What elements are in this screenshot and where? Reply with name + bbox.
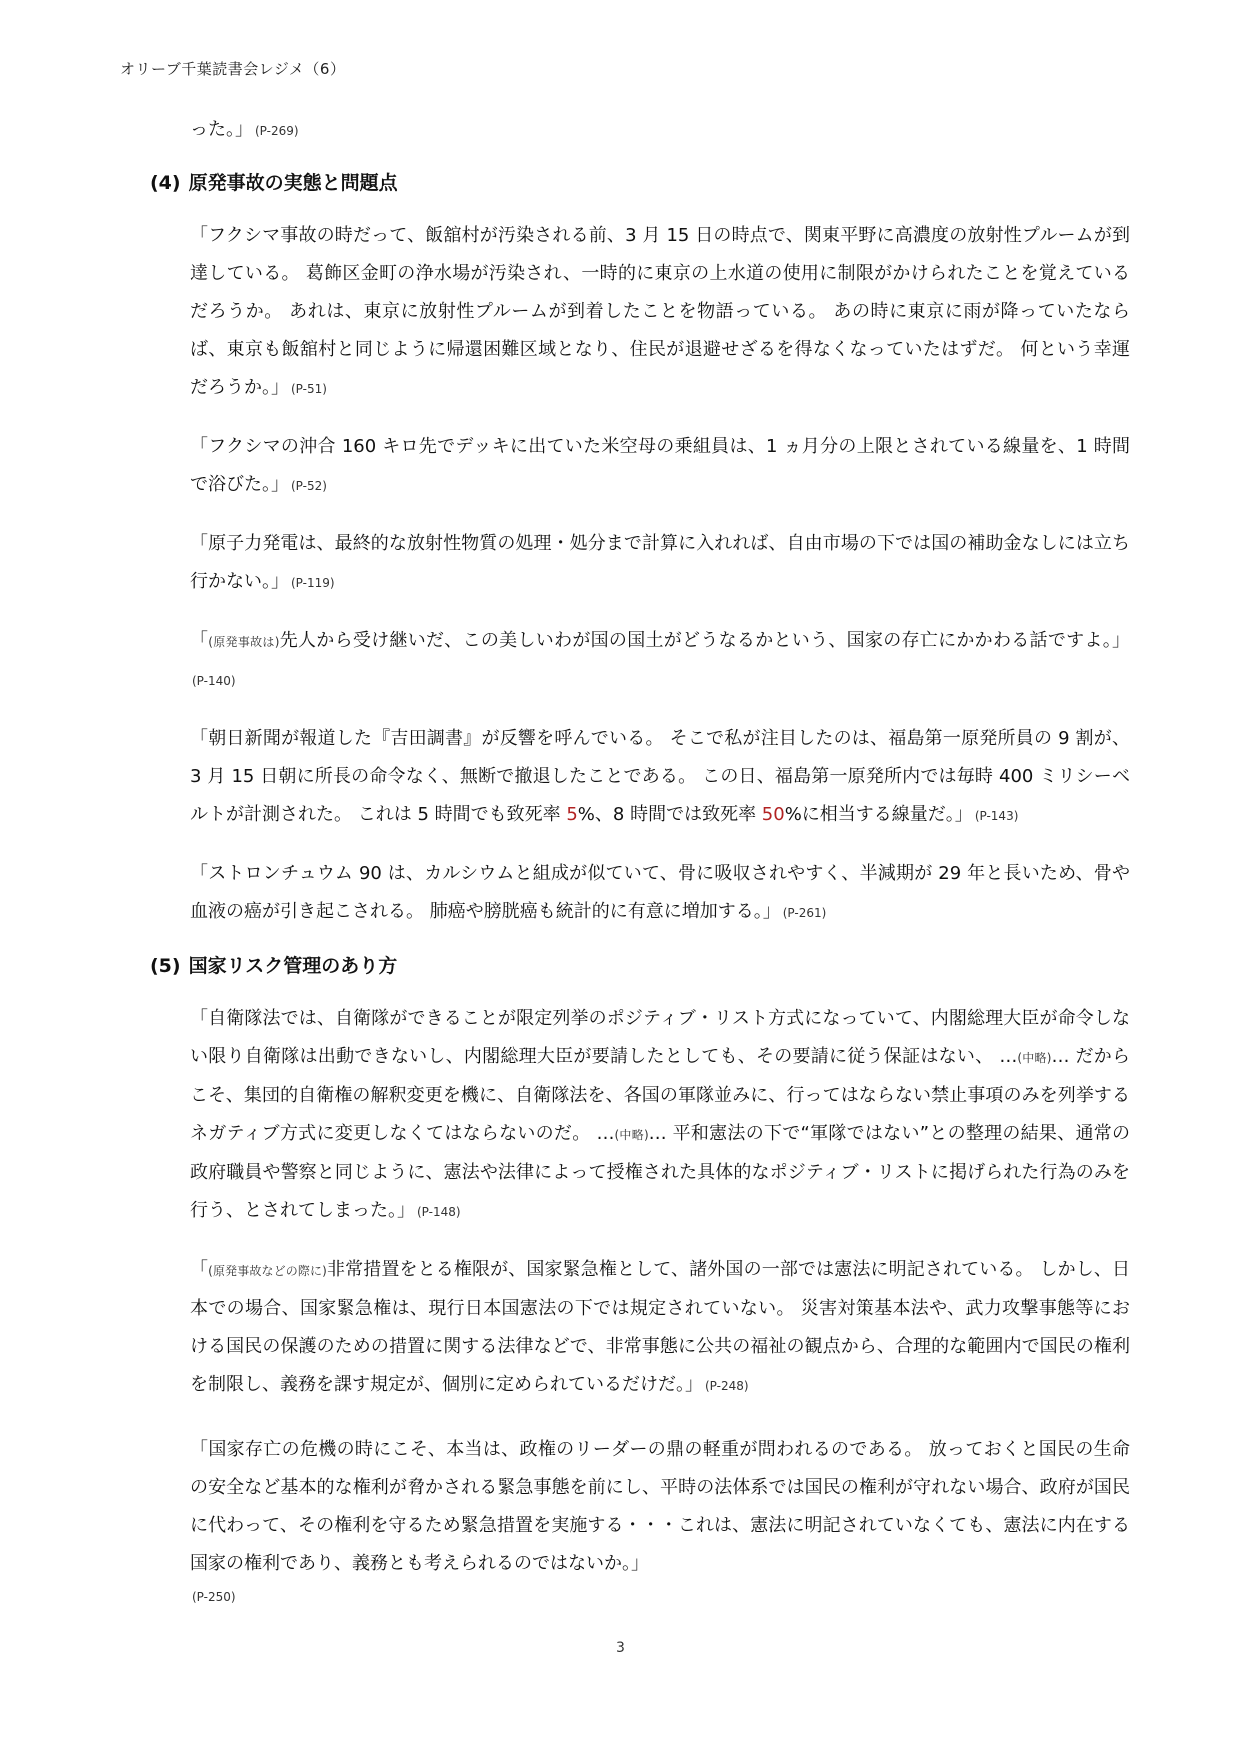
page-ref: (P-250) [192,1590,236,1604]
inline-note: (原発事故は) [208,635,280,649]
section-title-5 [150,952,1130,980]
quote-block [190,1000,1130,1231]
section-number: (5) [150,955,181,977]
quote-text: 「ストロンチュウム 90 は、カルシウムと組成が似ていて、骨に吸収されやすく、半減期が 29 年と長いため、骨や血液の癌が引き起こされる。 肺癌や膀胱癌も統計的に有意に増加する。」 [190,863,1130,922]
page-ref: (P-261) [782,906,827,920]
highlight-value: 5 [566,804,578,825]
section-number: (4) [150,172,181,194]
quote-text: … だからこそ、集団的自衛権の解釈変更を機に、自衛隊法を、各国の軍隊並みに、行ってはならない禁止事項のみを列挙するネガティブ方式に変更しなくてはならないのだ。 … [190,1046,1130,1144]
section-title-text: 原発事故の実態と問題点 [188,172,398,194]
section-title-4 [150,169,1130,197]
page-ref: (P-52) [291,479,327,493]
quote-text: %に相当する線量だ。」 [784,804,973,825]
quote-block [190,622,1130,700]
quote-block [190,428,1130,505]
quote-open: 「 [190,1259,209,1280]
quote-text: 「朝日新聞が報道した『吉田調書』が反響を呼んでいる。 そこで私が注目したのは、福島第一原発所員の 9 割が、3 月 15 日朝に所長の命令なく、無断で撤退したことである。 この日、福島第一原発所内では毎時 400 ミリシーベルトが計測された。 これは 5 時間でも致死率 [190,728,1130,825]
quote-text: 「原子力発電は、最終的な放射性物質の処理・処分まで計算に入れれば、自由市場の下では国の補助金なしには立ち行かない。」 [190,533,1130,592]
page-ref: (P-119) [291,576,335,590]
page-number: 3 [616,1640,625,1656]
page-ref: (P-143) [974,809,1019,823]
highlight-value: 50 [761,804,785,825]
quote-text: 「フクシマの沖合 160 キロ先でデッキに出ていた米空母の乗組員は、1 ヵ月分の上限とされている線量を、1 時間で浴びた。」 [190,436,1130,495]
page-ref: (P-269) [255,124,299,138]
document-body [120,112,1130,1611]
quote-text: 「国家存亡の危機の時にこそ、本当は、政権のリーダーの鼎の軽重が問われるのである。 放っておくと国民の生命の安全など基本的な権利が脅かされる緊急事態を前にし、平時の法体系では国民の権利が守れない場合、政府が国民に代わって、その権利を守るため緊急措置を実施する・・・これは、憲法に明記されていなくても、憲法に内在する国家の権利であり、義務とも考えられるのではないか。」 [190,1439,1130,1574]
quote-block [190,525,1130,602]
page-ref: (P-51) [291,382,327,396]
quote-text: 先人から受け継いだ、この美しいわが国の国土がどうなるかという、国家の存亡にかかわる話ですよ。」 [279,630,1131,651]
inline-note: (原発事故などの際に) [208,1264,327,1278]
inline-note: (中略) [614,1128,649,1142]
quote-text: … 平和憲法の下で“軍隊ではない”との整理の結果、通常の政府職員や警察と同じように、憲法や法律によって授権された具体的なポジティブ・リストに掲げられた行為のみを行う、とされてしまった。」 [190,1123,1130,1221]
quote-text: 「自衛隊法では、自衛隊ができることが限定列挙のポジティブ・リスト方式になっていて、内閣総理大臣が命令しない限り自衛隊は出動できないし、内閣総理大臣が要請したとしても、その要請に従う保証はない、 … [190,1008,1130,1067]
continuation-text: った。」 [190,119,253,140]
quote-block [190,1251,1130,1405]
quote-text: 「フクシマ事故の時だって、飯舘村が汚染される前、3 月 15 日の時点で、関東平野に高濃度の放射性プルームが到達している。 葛飾区金町の浄水場が汚染され、一時的に東京の上水道の使用に制限がかけられたことを覚えているだろうか。 あれは、東京に放射性プルームが到着したことを物語っている。 あの時に東京に雨が降っていたならば、東京も飯舘村と同じように帰還困難区域となり、住民が退避せざるを得なくなっていたはずだ。 何という幸運だろうか。」 [190,225,1130,398]
quote-block [190,855,1130,932]
inline-note: (中略) [1017,1051,1052,1065]
quote-block [190,217,1130,408]
document-header: オリーブ千葉読書会レジメ（6） [120,60,346,78]
quote-open: 「 [190,630,209,651]
quote-text: 非常措置をとる権限が、国家緊急権として、諸外国の一部では憲法に明記されている。 しかし、日本での場合、国家緊急権は、現行日本国憲法の下では規定されていない。 災害対策基本法や、武力攻撃事態等における国民の保護のための措置に関する法律などで、非常事態に公共の福祉の観点から、合理的な範囲内で国民の権利を制限し、義務を課す規定が、個別に定められているだけだ。」 [190,1259,1131,1395]
page-ref: (P-140) [192,674,236,688]
page-ref: (P-148) [417,1205,461,1219]
continuation-line [190,112,1130,149]
section-title-text: 国家リスク管理のあり方 [188,955,398,977]
quote-block [190,720,1130,835]
quote-block [190,1431,1130,1611]
page-ref: (P-248) [705,1379,749,1393]
quote-text: %、8 時間では致死率 [577,804,762,825]
